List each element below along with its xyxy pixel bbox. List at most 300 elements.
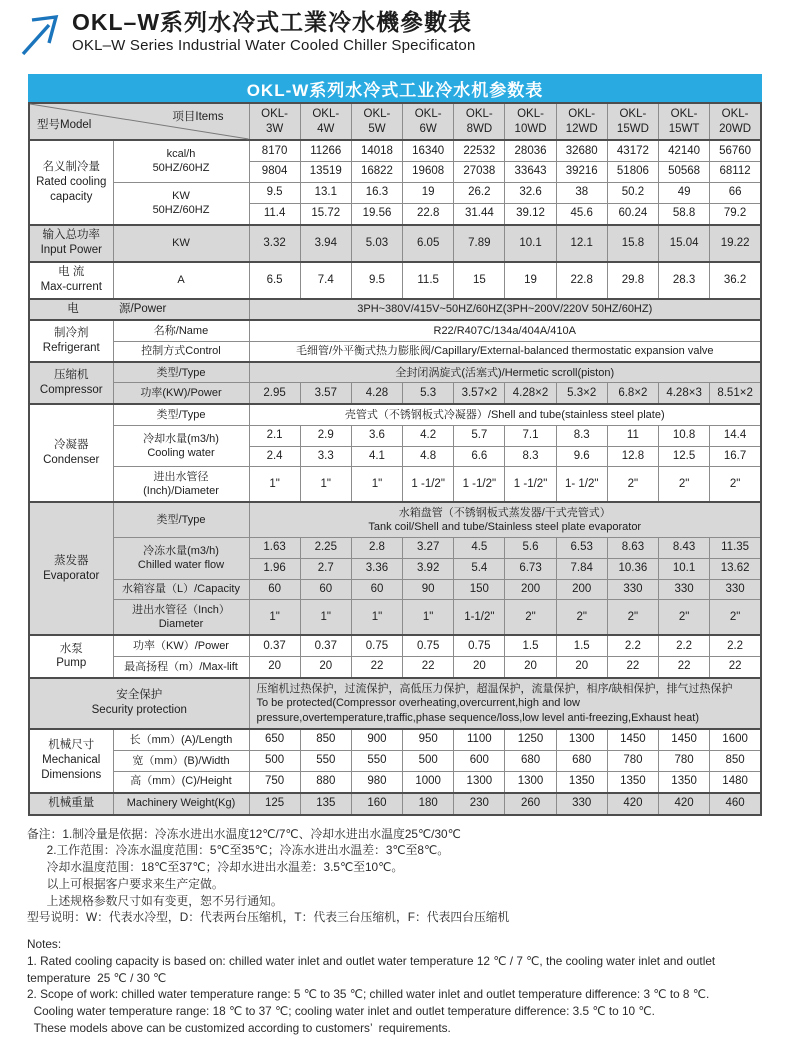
category-cell-power-supply: 电 源/Power (29, 299, 249, 321)
value-cell: 68112 (710, 161, 761, 182)
value-cell: 39.12 (505, 203, 556, 224)
notes-en (27, 936, 772, 1037)
table-caption: OKL-W系列水冷式工业冷水机参数表 (28, 74, 762, 102)
value-cell: 19.22 (710, 225, 761, 262)
notes-zh (27, 826, 772, 927)
spec-row-security-protection (29, 678, 761, 729)
value-cell: 160 (351, 793, 402, 815)
value-cell: 42140 (659, 140, 710, 161)
value-cell: 500 (403, 750, 454, 771)
value-cell: 6.6 (454, 446, 505, 467)
item-cell: 类型/Type (113, 502, 249, 537)
titles-block (72, 8, 476, 54)
value-cell: 3.57 (300, 383, 351, 404)
value-cell: 420 (607, 793, 658, 815)
spec-row-max-current (29, 262, 761, 299)
value-cell: 1-1/2" (454, 600, 505, 635)
item-cell: 控制方式Control (113, 341, 249, 362)
value-cell: 12.5 (659, 446, 710, 467)
note-line: 型号说明：W：代表水冷型，D：代表两台压缩机，T：代表三台压缩机，F：代表四台压缩机 (27, 910, 510, 925)
value-cell: 20 (505, 656, 556, 677)
value-cell: 4.2 (403, 425, 454, 446)
value-cell: 1" (351, 600, 402, 635)
value-cell: 230 (454, 793, 505, 815)
value-cell: 460 (710, 793, 761, 815)
value-cell: 1300 (505, 771, 556, 792)
page-title-en: OKL–W Series Industrial Water Cooled Chiller Specificaton (72, 36, 476, 54)
value-cell: 2" (659, 600, 710, 635)
model-header-cell: OKL- 8WD (454, 103, 505, 140)
item-cell: 名称/Name (113, 320, 249, 341)
value-cell: 3.36 (351, 558, 402, 579)
item-cell: 功率(KW)/Power (113, 383, 249, 404)
value-cell: 13.1 (300, 182, 351, 203)
value-cell: 0.75 (454, 635, 505, 656)
value-cell: 2" (505, 600, 556, 635)
value-cell: 45.6 (556, 203, 607, 224)
value-cell: 79.2 (710, 203, 761, 224)
value-cell: 32680 (556, 140, 607, 161)
value-cell: 16.3 (351, 182, 402, 203)
spec-row-compressor (29, 383, 761, 404)
model-header-cell: OKL- 20WD (710, 103, 761, 140)
value-cell: 2" (659, 467, 710, 502)
value-cell: 4.28 (351, 383, 402, 404)
spec-row-refrigerant (29, 341, 761, 362)
value-cell: 6.5 (249, 262, 300, 299)
category-cell-condenser: 冷凝器 Condenser (29, 404, 113, 502)
value-cell: 12.1 (556, 225, 607, 262)
value-cell: 22 (403, 656, 454, 677)
value-cell: 1.96 (249, 558, 300, 579)
value-cell: 13.62 (710, 558, 761, 579)
value-cell: 1" (249, 600, 300, 635)
item-cell: 进出水管径（Inch） Diameter (113, 600, 249, 635)
value-cell: 330 (556, 793, 607, 815)
value-cell: 1450 (659, 729, 710, 750)
value-cell: 10.1 (659, 558, 710, 579)
spec-row-evaporator (29, 579, 761, 600)
value-cell: 1" (403, 600, 454, 635)
item-cell: 功率（KW）/Power (113, 635, 249, 656)
value-cell: 2.25 (300, 537, 351, 558)
value-cell: 51806 (607, 161, 658, 182)
value-cell: 50.2 (607, 182, 658, 203)
value-cell: 1 -1/2" (403, 467, 454, 502)
value-cell: 16822 (351, 161, 402, 182)
category-cell-input-power: 输入总功率 Input Power (29, 225, 113, 262)
value-cell: 330 (710, 579, 761, 600)
value-cell: 6.05 (403, 225, 454, 262)
spec-row-mechanical-dimensions (29, 750, 761, 771)
value-cell: 135 (300, 793, 351, 815)
spec-row-rated-cooling-capacity (29, 182, 761, 203)
value-cell: 1" (300, 467, 351, 502)
value-cell: 3.32 (249, 225, 300, 262)
spec-row-evaporator (29, 600, 761, 635)
value-cell: 50568 (659, 161, 710, 182)
value-cell: 0.37 (300, 635, 351, 656)
value-cell: 2.9 (300, 425, 351, 446)
value-cell: 260 (505, 793, 556, 815)
value-cell: 22 (659, 656, 710, 677)
spec-row-power-supply (29, 299, 761, 321)
arrow-logo-icon (16, 10, 68, 60)
item-cell: 宽（mm）(B)/Width (113, 750, 249, 771)
value-cell: 6.8×2 (607, 383, 658, 404)
value-cell: 11266 (300, 140, 351, 161)
value-cell: 27038 (454, 161, 505, 182)
item-cell: 冷冻水量(m3/h) Chilled water flow (113, 537, 249, 579)
value-cell: 66 (710, 182, 761, 203)
value-cell: 2.4 (249, 446, 300, 467)
value-cell: 5.03 (351, 225, 402, 262)
category-cell-pump: 水泵 Pump (29, 635, 113, 678)
value-cell: 15.8 (607, 225, 658, 262)
value-cell: 1" (249, 467, 300, 502)
page-header (0, 0, 790, 60)
value-cell: 3.94 (300, 225, 351, 262)
value-cell: 1 -1/2" (505, 467, 556, 502)
category-cell-machinery-weight: 机械重量 (29, 793, 113, 815)
item-cell: 冷却水量(m3/h) Cooling water (113, 425, 249, 467)
value-cell: 8.3 (556, 425, 607, 446)
value-cell: 180 (403, 793, 454, 815)
value-cell: 22 (607, 656, 658, 677)
value-cell: 3.3 (300, 446, 351, 467)
spec-row-condenser (29, 467, 761, 502)
value-cell: 4.8 (403, 446, 454, 467)
value-cell: 0.75 (351, 635, 402, 656)
item-cell: A (113, 262, 249, 299)
model-header-cell: OKL- 6W (403, 103, 454, 140)
item-cell: kcal/h 50HZ/60HZ (113, 140, 249, 182)
value-cell: 1 -1/2" (454, 467, 505, 502)
value-cell: 7.84 (556, 558, 607, 579)
value-cell: 780 (659, 750, 710, 771)
merged-value-cell: 毛细管/外平衡式热力膨胀阀/Capillary/External-balanced thermostatic expansion valve (249, 341, 761, 362)
value-cell: 4.5 (454, 537, 505, 558)
spec-row-machinery-weight (29, 793, 761, 815)
item-cell: 类型/Type (113, 362, 249, 383)
category-cell-max-current: 电 流 Max-current (29, 262, 113, 299)
spec-row-compressor (29, 362, 761, 383)
value-cell: 19 (403, 182, 454, 203)
value-cell: 22.8 (403, 203, 454, 224)
spec-table-wrap (28, 74, 762, 816)
value-cell: 9.6 (556, 446, 607, 467)
value-cell: 20 (454, 656, 505, 677)
value-cell: 150 (454, 579, 505, 600)
corner-cell (29, 103, 249, 140)
value-cell: 11.35 (710, 537, 761, 558)
value-cell: 16340 (403, 140, 454, 161)
value-cell: 1300 (556, 729, 607, 750)
value-cell: 6.53 (556, 537, 607, 558)
item-cell: 最高扬程（m）/Max-lift (113, 656, 249, 677)
value-cell: 1350 (659, 771, 710, 792)
value-cell: 14018 (351, 140, 402, 161)
value-cell: 550 (300, 750, 351, 771)
spec-row-pump (29, 635, 761, 656)
value-cell: 125 (249, 793, 300, 815)
value-cell: 8.43 (659, 537, 710, 558)
value-cell: 39216 (556, 161, 607, 182)
value-cell: 200 (505, 579, 556, 600)
value-cell: 550 (351, 750, 402, 771)
note-line: 2. Scope of work: chilled water temperature range: 5 ℃ to 35 ℃; chilled water inlet and outlet temperature difference: 3 ℃ to 8 ℃. (27, 987, 710, 1002)
spec-table-body (29, 103, 761, 815)
value-cell: 2.7 (300, 558, 351, 579)
value-cell: 15.72 (300, 203, 351, 224)
spec-row-input-power (29, 225, 761, 262)
value-cell: 2.2 (710, 635, 761, 656)
value-cell: 4.28×3 (659, 383, 710, 404)
category-cell-compressor: 压缩机 Compressor (29, 362, 113, 404)
value-cell: 2" (607, 467, 658, 502)
value-cell: 1250 (505, 729, 556, 750)
model-header-cell: OKL- 4W (300, 103, 351, 140)
model-header-cell: OKL- 3W (249, 103, 300, 140)
spec-table (28, 102, 762, 816)
value-cell: 56760 (710, 140, 761, 161)
value-cell: 2" (556, 600, 607, 635)
value-cell: 28036 (505, 140, 556, 161)
value-cell: 900 (351, 729, 402, 750)
value-cell: 11 (607, 425, 658, 446)
value-cell: 60.24 (607, 203, 658, 224)
value-cell: 15.04 (659, 225, 710, 262)
value-cell: 500 (249, 750, 300, 771)
value-cell: 12.8 (607, 446, 658, 467)
value-cell: 6.73 (505, 558, 556, 579)
merged-value-cell: 水箱盘管（不锈钢板式蒸发器/干式壳管式） Tank coil/Shell and tube/Stainless steel plate evaporator (249, 502, 761, 537)
model-header-row (29, 103, 761, 140)
note-line: Cooling water temperature range: 18 ℃ to 37 ℃; cooling water inlet and outlet temperature difference: 3.5 ℃ to 10 ℃. (27, 1004, 655, 1019)
value-cell: 600 (454, 750, 505, 771)
value-cell: 2" (710, 467, 761, 502)
value-cell: 2" (710, 600, 761, 635)
note-line: Notes: (27, 937, 62, 952)
value-cell: 9.5 (249, 182, 300, 203)
value-cell: 49 (659, 182, 710, 203)
value-cell: 1000 (403, 771, 454, 792)
value-cell: 60 (300, 579, 351, 600)
value-cell: 31.44 (454, 203, 505, 224)
value-cell: 3.27 (403, 537, 454, 558)
value-cell: 1.5 (556, 635, 607, 656)
note-line: 1. Rated cooling capacity is based on: chilled water inlet and outlet water temperature 12 ℃ / 7 ℃, the cooling water inlet and outlet (27, 953, 716, 968)
value-cell: 0.37 (249, 635, 300, 656)
value-cell: 28.3 (659, 262, 710, 299)
value-cell: 19 (505, 262, 556, 299)
value-cell: 22.8 (556, 262, 607, 299)
value-cell: 1300 (454, 771, 505, 792)
value-cell: 22 (351, 656, 402, 677)
value-cell: 5.3×2 (556, 383, 607, 404)
value-cell: 10.1 (505, 225, 556, 262)
value-cell: 20 (556, 656, 607, 677)
value-cell: 20 (300, 656, 351, 677)
value-cell: 2.1 (249, 425, 300, 446)
value-cell: 13519 (300, 161, 351, 182)
value-cell: 1350 (607, 771, 658, 792)
category-cell-mechanical-dimensions: 机械尺寸 Mechanical Dimensions (29, 729, 113, 793)
spec-row-condenser (29, 425, 761, 446)
value-cell: 60 (351, 579, 402, 600)
category-cell-evaporator: 蒸发器 Evaporator (29, 502, 113, 635)
value-cell: 420 (659, 793, 710, 815)
spec-row-mechanical-dimensions (29, 729, 761, 750)
corner-items-label: 项目Items (172, 111, 224, 123)
value-cell: 8.63 (607, 537, 658, 558)
value-cell: 2.8 (351, 537, 402, 558)
page-title-zh: OKL–W系列水冷式工業冷水機參數表 (72, 9, 473, 35)
value-cell: 1450 (607, 729, 658, 750)
value-cell: 29.8 (607, 262, 658, 299)
model-header-cell: OKL- 10WD (505, 103, 556, 140)
value-cell: 26.2 (454, 182, 505, 203)
value-cell: 38 (556, 182, 607, 203)
value-cell: 0.75 (403, 635, 454, 656)
value-cell: 1480 (710, 771, 761, 792)
corner-model-label: 型号Model (37, 119, 92, 132)
spec-row-evaporator (29, 502, 761, 537)
value-cell: 5.6 (505, 537, 556, 558)
item-cell: 水箱容量（L）/Capacity (113, 579, 249, 600)
merged-value-cell: 3PH~380V/415V~50HZ/60HZ(3PH~200V/220V 50HZ/60HZ) (249, 299, 761, 321)
value-cell: 20 (249, 656, 300, 677)
value-cell: 330 (659, 579, 710, 600)
category-cell-rated-cooling-capacity: 名义制冷量 Rated cooling capacity (29, 140, 113, 225)
value-cell: 90 (403, 579, 454, 600)
item-cell: 类型/Type (113, 404, 249, 425)
value-cell: 750 (249, 771, 300, 792)
merged-value-cell: 全封闭涡旋式(活塞式)/Hermetic scroll(piston) (249, 362, 761, 383)
model-header-cell: OKL- 12WD (556, 103, 607, 140)
value-cell: 200 (556, 579, 607, 600)
note-line: 冷却水温度范围：18℃至37℃；冷却水进出水温差：3.5℃至10℃。 (27, 860, 404, 875)
note-line: 2.工作范围：冷冻水温度范围：5℃至35℃；冷冻水进出水温差：3℃至8℃。 (27, 843, 450, 858)
value-cell: 980 (351, 771, 402, 792)
category-cell-refrigerant: 制冷剂 Refrigerant (29, 320, 113, 362)
value-cell: 5.3 (403, 383, 454, 404)
note-line: These models above can be customized according to customers’ requirements. (27, 1020, 451, 1035)
value-cell: 2.95 (249, 383, 300, 404)
value-cell: 15 (454, 262, 505, 299)
value-cell: 10.8 (659, 425, 710, 446)
item-cell: 高（mm）(C)/Height (113, 771, 249, 792)
value-cell: 950 (403, 729, 454, 750)
model-header-cell: OKL- 15WD (607, 103, 658, 140)
value-cell: 2.2 (607, 635, 658, 656)
value-cell: 780 (607, 750, 658, 771)
value-cell: 22 (710, 656, 761, 677)
spec-row-mechanical-dimensions (29, 771, 761, 792)
item-cell: 进出水管径 (Inch)/Diameter (113, 467, 249, 502)
value-cell: 43172 (607, 140, 658, 161)
value-cell: 60 (249, 579, 300, 600)
value-cell: 5.4 (454, 558, 505, 579)
value-cell: 4.1 (351, 446, 402, 467)
value-cell: 680 (556, 750, 607, 771)
item-cell: KW (113, 225, 249, 262)
value-cell: 650 (249, 729, 300, 750)
value-cell: 1100 (454, 729, 505, 750)
merged-value-cell: 壳管式（不锈钢板式冷凝器）/Shell and tube(stainless steel plate) (249, 404, 761, 425)
spec-row-refrigerant (29, 320, 761, 341)
item-cell: KW 50HZ/60HZ (113, 182, 249, 224)
value-cell: 3.92 (403, 558, 454, 579)
value-cell: 9.5 (351, 262, 402, 299)
value-cell: 16.7 (710, 446, 761, 467)
value-cell: 1" (351, 467, 402, 502)
value-cell: 32.6 (505, 182, 556, 203)
value-cell: 7.4 (300, 262, 351, 299)
value-cell: 8.3 (505, 446, 556, 467)
value-cell: 7.1 (505, 425, 556, 446)
model-header-cell: OKL- 5W (351, 103, 402, 140)
value-cell: 22532 (454, 140, 505, 161)
value-cell: 7.89 (454, 225, 505, 262)
merged-value-cell: 压缩机过热保护，过流保护，高低压力保护，超温保护，流量保护，相序/缺相保护，排气过热保护 To be protected(Compressor overheating,overcurrent,high and low pressure,overtemperature,traffic,phase sequence/loss,low level anti-freezing,Exhaust heat) (249, 678, 761, 729)
value-cell: 19608 (403, 161, 454, 182)
value-cell: 58.8 (659, 203, 710, 224)
note-line: 上述规格参数尺寸如有变更，恕不另行通知。 (27, 893, 283, 908)
spec-row-rated-cooling-capacity (29, 140, 761, 161)
value-cell: 9804 (249, 161, 300, 182)
note-line: 备注：1.制冷量是依据：冷冻水进出水温度12℃/7℃、冷却水进出水温度25℃/30℃ (27, 826, 461, 841)
value-cell: 1.5 (505, 635, 556, 656)
value-cell: 1.63 (249, 537, 300, 558)
value-cell: 5.7 (454, 425, 505, 446)
value-cell: 4.28×2 (505, 383, 556, 404)
category-cell-security-protection: 安全保护 Security protection (29, 678, 249, 729)
item-cell: 长（mm）(A)/Length (113, 729, 249, 750)
value-cell: 8.51×2 (710, 383, 761, 404)
value-cell: 850 (300, 729, 351, 750)
spec-row-pump (29, 656, 761, 677)
value-cell: 1- 1/2" (556, 467, 607, 502)
value-cell: 1350 (556, 771, 607, 792)
value-cell: 19.56 (351, 203, 402, 224)
value-cell: 850 (710, 750, 761, 771)
value-cell: 3.6 (351, 425, 402, 446)
note-line: 以上可根据客户要求来生产定做。 (27, 876, 224, 891)
spec-row-evaporator (29, 537, 761, 558)
value-cell: 11.5 (403, 262, 454, 299)
spec-row-condenser (29, 404, 761, 425)
value-cell: 2.2 (659, 635, 710, 656)
value-cell: 14.4 (710, 425, 761, 446)
value-cell: 1600 (710, 729, 761, 750)
value-cell: 330 (607, 579, 658, 600)
item-cell: Machinery Weight(Kg) (113, 793, 249, 815)
value-cell: 33643 (505, 161, 556, 182)
value-cell: 3.57×2 (454, 383, 505, 404)
value-cell: 880 (300, 771, 351, 792)
value-cell: 680 (505, 750, 556, 771)
value-cell: 8170 (249, 140, 300, 161)
value-cell: 11.4 (249, 203, 300, 224)
value-cell: 2" (607, 600, 658, 635)
merged-value-cell: R22/R407C/134a/404A/410A (249, 320, 761, 341)
value-cell: 10.36 (607, 558, 658, 579)
model-header-cell: OKL- 15WT (659, 103, 710, 140)
note-line: temperature 25 ℃ / 30 ℃ (27, 970, 167, 985)
value-cell: 36.2 (710, 262, 761, 299)
value-cell: 1" (300, 600, 351, 635)
